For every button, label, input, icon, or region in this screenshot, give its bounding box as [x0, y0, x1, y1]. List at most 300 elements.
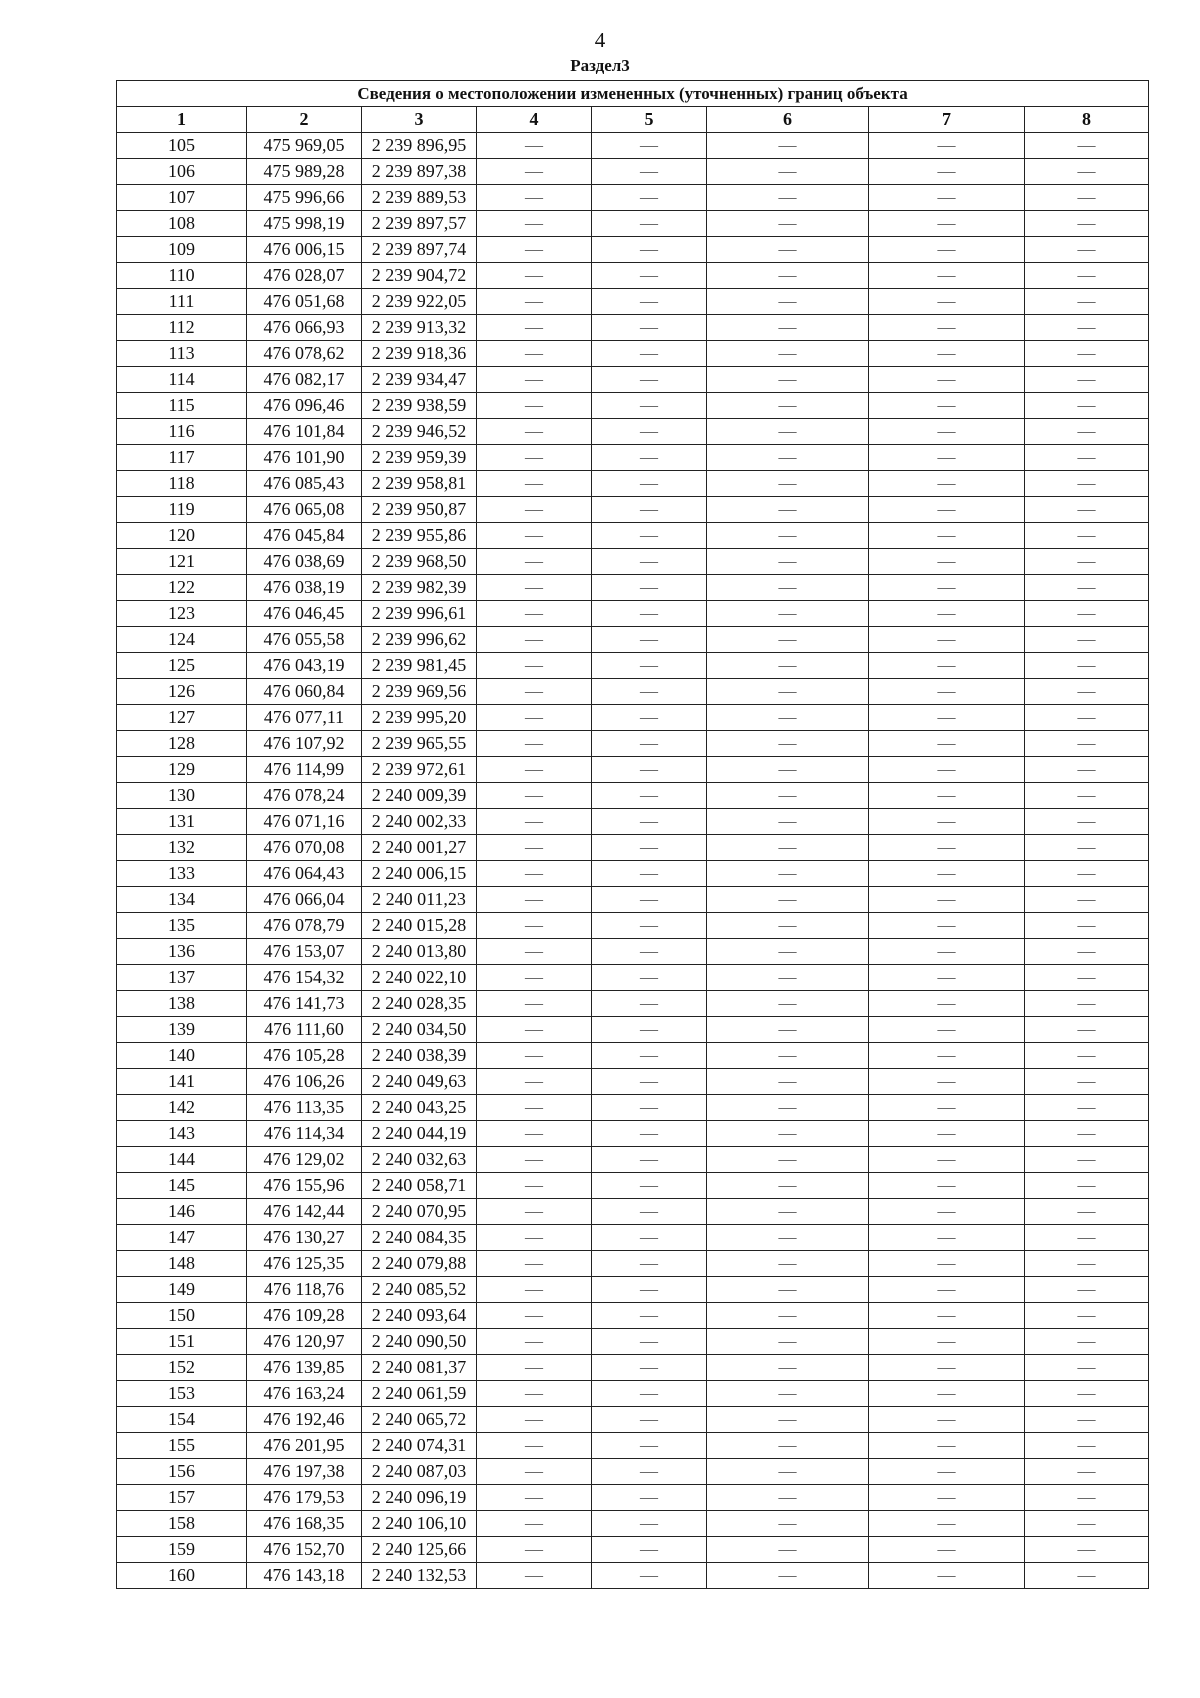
empty-value-cell: —: [477, 445, 592, 471]
point-number-cell: 138: [117, 991, 247, 1017]
x-coordinate-cell: 476 154,32: [247, 965, 362, 991]
x-coordinate-cell: 476 028,07: [247, 263, 362, 289]
empty-value-cell: —: [477, 1095, 592, 1121]
x-coordinate-cell: 476 192,46: [247, 1407, 362, 1433]
empty-value-cell: —: [707, 1277, 869, 1303]
y-coordinate-cell: 2 239 922,05: [362, 289, 477, 315]
y-coordinate-cell: 2 239 897,57: [362, 211, 477, 237]
empty-value-cell: —: [592, 445, 707, 471]
empty-value-cell: —: [1025, 133, 1149, 159]
column-header: 3: [362, 107, 477, 133]
point-number-cell: 137: [117, 965, 247, 991]
x-coordinate-cell: 476 078,62: [247, 341, 362, 367]
empty-value-cell: —: [1025, 1251, 1149, 1277]
empty-value-cell: —: [592, 887, 707, 913]
table-row: [117, 445, 1149, 471]
point-number-cell: 145: [117, 1173, 247, 1199]
empty-value-cell: —: [869, 1485, 1025, 1511]
table-row: [117, 1199, 1149, 1225]
x-coordinate-cell: 475 969,05: [247, 133, 362, 159]
empty-value-cell: —: [592, 549, 707, 575]
empty-value-cell: —: [869, 939, 1025, 965]
point-number-cell: 107: [117, 185, 247, 211]
point-number-cell: 136: [117, 939, 247, 965]
table-row: [117, 549, 1149, 575]
empty-value-cell: —: [592, 1433, 707, 1459]
y-coordinate-cell: 2 240 032,63: [362, 1147, 477, 1173]
empty-value-cell: —: [869, 1563, 1025, 1589]
y-coordinate-cell: 2 239 969,56: [362, 679, 477, 705]
empty-value-cell: —: [592, 991, 707, 1017]
empty-value-cell: —: [707, 653, 869, 679]
empty-value-cell: —: [707, 575, 869, 601]
x-coordinate-cell: 476 105,28: [247, 1043, 362, 1069]
table-row: [117, 575, 1149, 601]
table-row: [117, 211, 1149, 237]
empty-value-cell: —: [869, 1147, 1025, 1173]
point-number-cell: 129: [117, 757, 247, 783]
column-header: 4: [477, 107, 592, 133]
column-header: 5: [592, 107, 707, 133]
empty-value-cell: —: [477, 341, 592, 367]
empty-value-cell: —: [592, 1459, 707, 1485]
x-coordinate-cell: 476 066,93: [247, 315, 362, 341]
empty-value-cell: —: [869, 1199, 1025, 1225]
x-coordinate-cell: 476 201,95: [247, 1433, 362, 1459]
table-row: [117, 1355, 1149, 1381]
table-row: [117, 861, 1149, 887]
empty-value-cell: —: [1025, 653, 1149, 679]
empty-value-cell: —: [1025, 1355, 1149, 1381]
empty-value-cell: —: [707, 185, 869, 211]
empty-value-cell: —: [477, 523, 592, 549]
x-coordinate-cell: 476 060,84: [247, 679, 362, 705]
table-row: [117, 1277, 1149, 1303]
y-coordinate-cell: 2 239 896,95: [362, 133, 477, 159]
empty-value-cell: —: [869, 1355, 1025, 1381]
empty-value-cell: —: [869, 341, 1025, 367]
empty-value-cell: —: [592, 939, 707, 965]
empty-value-cell: —: [477, 1459, 592, 1485]
table-caption-row: [117, 81, 1149, 107]
empty-value-cell: —: [869, 575, 1025, 601]
x-coordinate-cell: 476 066,04: [247, 887, 362, 913]
y-coordinate-cell: 2 239 889,53: [362, 185, 477, 211]
table-caption: Сведения о местоположении измененных (уточненных) границ объекта: [117, 81, 1149, 107]
empty-value-cell: —: [707, 757, 869, 783]
y-coordinate-cell: 2 239 981,45: [362, 653, 477, 679]
y-coordinate-cell: 2 240 009,39: [362, 783, 477, 809]
point-number-cell: 105: [117, 133, 247, 159]
empty-value-cell: —: [477, 887, 592, 913]
point-number-cell: 111: [117, 289, 247, 315]
empty-value-cell: —: [477, 1173, 592, 1199]
empty-value-cell: —: [1025, 341, 1149, 367]
empty-value-cell: —: [477, 575, 592, 601]
x-coordinate-cell: 476 096,46: [247, 393, 362, 419]
point-number-cell: 133: [117, 861, 247, 887]
empty-value-cell: —: [1025, 211, 1149, 237]
point-number-cell: 110: [117, 263, 247, 289]
point-number-cell: 151: [117, 1329, 247, 1355]
y-coordinate-cell: 2 240 070,95: [362, 1199, 477, 1225]
empty-value-cell: —: [707, 913, 869, 939]
empty-value-cell: —: [592, 1485, 707, 1511]
y-coordinate-cell: 2 240 061,59: [362, 1381, 477, 1407]
empty-value-cell: —: [1025, 861, 1149, 887]
empty-value-cell: —: [707, 1329, 869, 1355]
empty-value-cell: —: [707, 1381, 869, 1407]
empty-value-cell: —: [707, 549, 869, 575]
x-coordinate-cell: 476 006,15: [247, 237, 362, 263]
empty-value-cell: —: [707, 1485, 869, 1511]
empty-value-cell: —: [1025, 315, 1149, 341]
empty-value-cell: —: [592, 861, 707, 887]
empty-value-cell: —: [1025, 1407, 1149, 1433]
table-row: [117, 783, 1149, 809]
x-coordinate-cell: 476 065,08: [247, 497, 362, 523]
empty-value-cell: —: [707, 523, 869, 549]
empty-value-cell: —: [477, 679, 592, 705]
point-number-cell: 122: [117, 575, 247, 601]
empty-value-cell: —: [592, 185, 707, 211]
empty-value-cell: —: [592, 1277, 707, 1303]
table-row: [117, 939, 1149, 965]
y-coordinate-cell: 2 239 918,36: [362, 341, 477, 367]
empty-value-cell: —: [477, 1381, 592, 1407]
empty-value-cell: —: [869, 523, 1025, 549]
point-number-cell: 143: [117, 1121, 247, 1147]
y-coordinate-cell: 2 239 995,20: [362, 705, 477, 731]
empty-value-cell: —: [707, 393, 869, 419]
x-coordinate-cell: 476 082,17: [247, 367, 362, 393]
x-coordinate-cell: 475 998,19: [247, 211, 362, 237]
x-coordinate-cell: 476 114,99: [247, 757, 362, 783]
y-coordinate-cell: 2 239 996,62: [362, 627, 477, 653]
empty-value-cell: —: [477, 211, 592, 237]
empty-value-cell: —: [592, 1017, 707, 1043]
empty-value-cell: —: [477, 1563, 592, 1589]
empty-value-cell: —: [869, 783, 1025, 809]
empty-value-cell: —: [592, 783, 707, 809]
point-number-cell: 142: [117, 1095, 247, 1121]
table-row: [117, 627, 1149, 653]
x-coordinate-cell: 476 043,19: [247, 653, 362, 679]
y-coordinate-cell: 2 240 058,71: [362, 1173, 477, 1199]
empty-value-cell: —: [869, 419, 1025, 445]
empty-value-cell: —: [477, 1537, 592, 1563]
empty-value-cell: —: [869, 1173, 1025, 1199]
empty-value-cell: —: [1025, 523, 1149, 549]
point-number-cell: 160: [117, 1563, 247, 1589]
table-row: [117, 601, 1149, 627]
table-row: [117, 185, 1149, 211]
empty-value-cell: —: [707, 1303, 869, 1329]
empty-value-cell: —: [869, 445, 1025, 471]
point-number-cell: 141: [117, 1069, 247, 1095]
x-coordinate-cell: 476 130,27: [247, 1225, 362, 1251]
point-number-cell: 113: [117, 341, 247, 367]
empty-value-cell: —: [477, 1433, 592, 1459]
y-coordinate-cell: 2 239 959,39: [362, 445, 477, 471]
empty-value-cell: —: [477, 965, 592, 991]
empty-value-cell: —: [1025, 1433, 1149, 1459]
empty-value-cell: —: [1025, 1095, 1149, 1121]
empty-value-cell: —: [477, 315, 592, 341]
empty-value-cell: —: [592, 1511, 707, 1537]
point-number-cell: 117: [117, 445, 247, 471]
point-number-cell: 134: [117, 887, 247, 913]
y-coordinate-cell: 2 239 955,86: [362, 523, 477, 549]
empty-value-cell: —: [592, 159, 707, 185]
point-number-cell: 119: [117, 497, 247, 523]
empty-value-cell: —: [869, 1017, 1025, 1043]
x-coordinate-cell: 476 038,69: [247, 549, 362, 575]
empty-value-cell: —: [707, 237, 869, 263]
empty-value-cell: —: [477, 1069, 592, 1095]
point-number-cell: 124: [117, 627, 247, 653]
empty-value-cell: —: [477, 939, 592, 965]
empty-value-cell: —: [707, 965, 869, 991]
table-row: [117, 887, 1149, 913]
point-number-cell: 135: [117, 913, 247, 939]
table-row: [117, 341, 1149, 367]
empty-value-cell: —: [592, 1563, 707, 1589]
table-row: [117, 653, 1149, 679]
empty-value-cell: —: [707, 809, 869, 835]
x-coordinate-cell: 476 055,58: [247, 627, 362, 653]
column-header: 7: [869, 107, 1025, 133]
table-row: [117, 263, 1149, 289]
empty-value-cell: —: [707, 497, 869, 523]
empty-value-cell: —: [1025, 1537, 1149, 1563]
column-header: 1: [117, 107, 247, 133]
empty-value-cell: —: [869, 1329, 1025, 1355]
point-number-cell: 125: [117, 653, 247, 679]
empty-value-cell: —: [869, 731, 1025, 757]
empty-value-cell: —: [477, 913, 592, 939]
y-coordinate-cell: 2 240 084,35: [362, 1225, 477, 1251]
empty-value-cell: —: [592, 1121, 707, 1147]
y-coordinate-cell: 2 240 002,33: [362, 809, 477, 835]
table-row: [117, 1459, 1149, 1485]
y-coordinate-cell: 2 240 038,39: [362, 1043, 477, 1069]
table-row: [117, 1537, 1149, 1563]
empty-value-cell: —: [707, 1199, 869, 1225]
empty-value-cell: —: [1025, 887, 1149, 913]
empty-value-cell: —: [707, 887, 869, 913]
empty-value-cell: —: [1025, 1199, 1149, 1225]
table-row: [117, 1433, 1149, 1459]
column-header: 8: [1025, 107, 1149, 133]
empty-value-cell: —: [707, 601, 869, 627]
x-coordinate-cell: 476 125,35: [247, 1251, 362, 1277]
empty-value-cell: —: [592, 393, 707, 419]
empty-value-cell: —: [477, 653, 592, 679]
y-coordinate-cell: 2 239 904,72: [362, 263, 477, 289]
empty-value-cell: —: [592, 237, 707, 263]
y-coordinate-cell: 2 240 074,31: [362, 1433, 477, 1459]
table-row: [117, 1069, 1149, 1095]
empty-value-cell: —: [707, 1407, 869, 1433]
x-coordinate-cell: 476 101,84: [247, 419, 362, 445]
empty-value-cell: —: [477, 731, 592, 757]
empty-value-cell: —: [1025, 289, 1149, 315]
table-row: [117, 1173, 1149, 1199]
empty-value-cell: —: [1025, 731, 1149, 757]
table-row: [117, 835, 1149, 861]
empty-value-cell: —: [1025, 1329, 1149, 1355]
empty-value-cell: —: [707, 939, 869, 965]
table-row: [117, 1511, 1149, 1537]
table-row: [117, 1121, 1149, 1147]
y-coordinate-cell: 2 239 913,32: [362, 315, 477, 341]
empty-value-cell: —: [592, 1355, 707, 1381]
empty-value-cell: —: [707, 1095, 869, 1121]
empty-value-cell: —: [477, 783, 592, 809]
empty-value-cell: —: [477, 1355, 592, 1381]
y-coordinate-cell: 2 240 096,19: [362, 1485, 477, 1511]
table-row: [117, 757, 1149, 783]
x-coordinate-cell: 476 141,73: [247, 991, 362, 1017]
y-coordinate-cell: 2 240 028,35: [362, 991, 477, 1017]
empty-value-cell: —: [592, 757, 707, 783]
empty-value-cell: —: [477, 1017, 592, 1043]
empty-value-cell: —: [869, 159, 1025, 185]
y-coordinate-cell: 2 240 044,19: [362, 1121, 477, 1147]
empty-value-cell: —: [707, 1511, 869, 1537]
x-coordinate-cell: 476 107,92: [247, 731, 362, 757]
x-coordinate-cell: 476 152,70: [247, 1537, 362, 1563]
table-row: [117, 731, 1149, 757]
table-row: [117, 1329, 1149, 1355]
point-number-cell: 148: [117, 1251, 247, 1277]
y-coordinate-cell: 2 240 125,66: [362, 1537, 477, 1563]
empty-value-cell: —: [477, 471, 592, 497]
empty-value-cell: —: [707, 471, 869, 497]
empty-value-cell: —: [477, 627, 592, 653]
empty-value-cell: —: [869, 1277, 1025, 1303]
empty-value-cell: —: [1025, 1017, 1149, 1043]
empty-value-cell: —: [869, 887, 1025, 913]
empty-value-cell: —: [477, 1277, 592, 1303]
empty-value-cell: —: [707, 1121, 869, 1147]
empty-value-cell: —: [869, 185, 1025, 211]
y-coordinate-cell: 2 240 087,03: [362, 1459, 477, 1485]
point-number-cell: 154: [117, 1407, 247, 1433]
empty-value-cell: —: [869, 1381, 1025, 1407]
empty-value-cell: —: [1025, 1563, 1149, 1589]
empty-value-cell: —: [1025, 1121, 1149, 1147]
empty-value-cell: —: [1025, 1147, 1149, 1173]
empty-value-cell: —: [707, 835, 869, 861]
empty-value-cell: —: [477, 861, 592, 887]
empty-value-cell: —: [1025, 185, 1149, 211]
empty-value-cell: —: [592, 835, 707, 861]
x-coordinate-cell: 476 120,97: [247, 1329, 362, 1355]
empty-value-cell: —: [869, 627, 1025, 653]
empty-value-cell: —: [707, 133, 869, 159]
empty-value-cell: —: [707, 211, 869, 237]
y-coordinate-cell: 2 239 982,39: [362, 575, 477, 601]
empty-value-cell: —: [477, 1485, 592, 1511]
empty-value-cell: —: [707, 731, 869, 757]
empty-value-cell: —: [592, 1251, 707, 1277]
empty-value-cell: —: [592, 653, 707, 679]
empty-value-cell: —: [1025, 783, 1149, 809]
point-number-cell: 106: [117, 159, 247, 185]
table-row: [117, 497, 1149, 523]
empty-value-cell: —: [592, 965, 707, 991]
column-header: 2: [247, 107, 362, 133]
table-row: [117, 419, 1149, 445]
y-coordinate-cell: 2 239 958,81: [362, 471, 477, 497]
empty-value-cell: —: [869, 1069, 1025, 1095]
empty-value-cell: —: [477, 289, 592, 315]
point-number-cell: 132: [117, 835, 247, 861]
x-coordinate-cell: 476 155,96: [247, 1173, 362, 1199]
empty-value-cell: —: [592, 497, 707, 523]
empty-value-cell: —: [1025, 601, 1149, 627]
empty-value-cell: —: [592, 419, 707, 445]
empty-value-cell: —: [869, 367, 1025, 393]
empty-value-cell: —: [477, 159, 592, 185]
empty-value-cell: —: [1025, 705, 1149, 731]
point-number-cell: 115: [117, 393, 247, 419]
table-row: [117, 809, 1149, 835]
empty-value-cell: —: [592, 1043, 707, 1069]
empty-value-cell: —: [869, 549, 1025, 575]
x-coordinate-cell: 476 077,11: [247, 705, 362, 731]
x-coordinate-cell: 476 085,43: [247, 471, 362, 497]
empty-value-cell: —: [477, 1225, 592, 1251]
empty-value-cell: —: [592, 1095, 707, 1121]
empty-value-cell: —: [477, 705, 592, 731]
empty-value-cell: —: [707, 705, 869, 731]
point-number-cell: 146: [117, 1199, 247, 1225]
empty-value-cell: —: [707, 991, 869, 1017]
empty-value-cell: —: [592, 315, 707, 341]
x-coordinate-cell: 476 109,28: [247, 1303, 362, 1329]
table-body: [117, 133, 1149, 1589]
table-row: [117, 133, 1149, 159]
x-coordinate-cell: 476 071,16: [247, 809, 362, 835]
empty-value-cell: —: [707, 1563, 869, 1589]
empty-value-cell: —: [1025, 549, 1149, 575]
y-coordinate-cell: 2 240 049,63: [362, 1069, 477, 1095]
empty-value-cell: —: [869, 1459, 1025, 1485]
x-coordinate-cell: 476 129,02: [247, 1147, 362, 1173]
empty-value-cell: —: [869, 1043, 1025, 1069]
empty-value-cell: —: [1025, 627, 1149, 653]
x-coordinate-cell: 476 038,19: [247, 575, 362, 601]
empty-value-cell: —: [1025, 575, 1149, 601]
empty-value-cell: —: [1025, 757, 1149, 783]
x-coordinate-cell: 476 118,76: [247, 1277, 362, 1303]
empty-value-cell: —: [592, 1199, 707, 1225]
x-coordinate-cell: 476 111,60: [247, 1017, 362, 1043]
empty-value-cell: —: [869, 1095, 1025, 1121]
empty-value-cell: —: [869, 1303, 1025, 1329]
point-number-cell: 112: [117, 315, 247, 341]
empty-value-cell: —: [1025, 1511, 1149, 1537]
empty-value-cell: —: [869, 237, 1025, 263]
table-row: [117, 1017, 1149, 1043]
x-coordinate-cell: 476 045,84: [247, 523, 362, 549]
empty-value-cell: —: [1025, 263, 1149, 289]
point-number-cell: 150: [117, 1303, 247, 1329]
empty-value-cell: —: [1025, 159, 1149, 185]
